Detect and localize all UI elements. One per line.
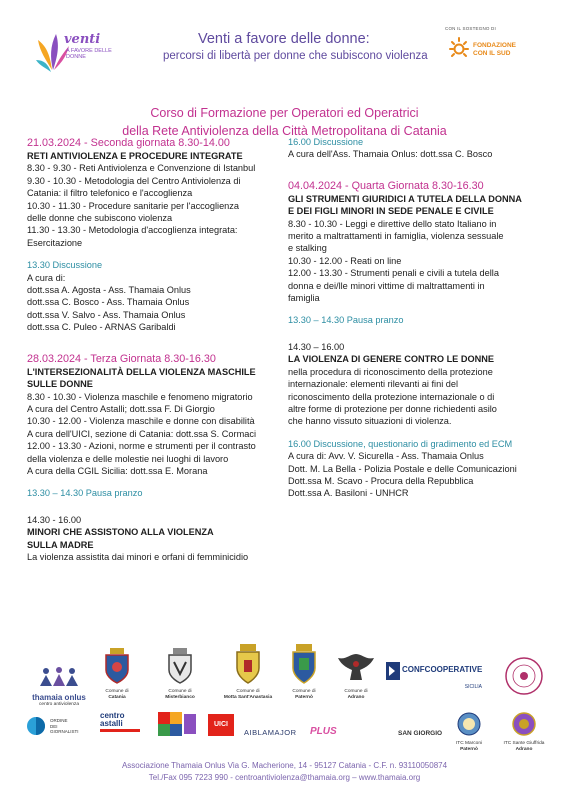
caption-name: Paternò (460, 746, 478, 752)
itc-marconi-logo (444, 712, 494, 752)
caption-line: astalli (100, 719, 123, 728)
fcs-with-label: CON IL SOSTEGNO DI (445, 26, 496, 31)
curator-line: dott.ssa V. Salvo - Ass. Thamaia Onlus (27, 309, 186, 320)
centro-astalli-logo (100, 712, 146, 732)
caption-line: Comune di (344, 689, 368, 694)
caption-line: Comune di (105, 689, 129, 694)
schedule-line: Esercitazione (27, 237, 83, 248)
day2-title-2: SULLE DONNE (27, 379, 93, 390)
astalli-name (100, 712, 146, 728)
confcooperative-logo (386, 662, 486, 690)
uici-mark: UICI (208, 714, 234, 736)
day3-final-discussion: 16.00 Discussione, questionario di gradimento ed ECM (288, 438, 513, 449)
schedule-line: 8.30 - 10.30 - Leggi e direttive dello stato Italiano in (288, 218, 497, 229)
schedule-line: della violenza e delle molestie nei luoghi di lavoro (27, 453, 229, 464)
sun-icon (447, 36, 471, 60)
day2-afternoon-title-1: MINORI CHE ASSISTONO ALLA VIOLENZA (27, 527, 214, 538)
caption-line: GIORNALISTI (50, 729, 79, 734)
ordine-caption (50, 718, 79, 735)
itc-giuffrida-logo (496, 712, 552, 752)
day1-curators (27, 272, 283, 334)
itc-giuffrida-seal-icon (512, 712, 536, 736)
schedule-line: e stalking (288, 243, 327, 254)
page-subtitle: percorsi di libertà per donne che subiscono violenza (163, 50, 428, 62)
caption-name: Adrano (515, 746, 533, 752)
round-seal-icon (504, 656, 544, 696)
day1-schedule (27, 162, 283, 249)
venti-brand-sub: A FAVORE DELLE DONNE (66, 48, 112, 60)
caption-line: Comune di (236, 689, 260, 694)
fcs-name-2: CON IL SUD (473, 50, 511, 57)
thamaia-name: thamaia onlus (32, 693, 86, 702)
schedule-line: merito a maltrattamenti in famiglia, violenza sessuale (288, 231, 504, 242)
day3-curators (288, 450, 550, 500)
schedule-line: A cura del Centro Astalli; dott.ssa F. Di Giorgio (27, 403, 215, 414)
confcoop-name: CONFCOOPERATIVE (402, 665, 483, 674)
day1-discussion: 13.30 Discussione (27, 260, 103, 271)
header (0, 0, 569, 100)
itc-marconi-caption (444, 741, 494, 752)
footer-contacts: Tel./Fax 095 7223 990 - centroantiviolenza@thamaia.org – www.thamaia.org (148, 773, 421, 782)
right-column (288, 136, 550, 500)
caption-line: centro (100, 711, 125, 720)
curator-line: A cura di: (27, 272, 66, 283)
motta-crest (220, 644, 276, 700)
adrano-eagle-icon (336, 650, 376, 684)
misterbianco-crest (160, 648, 200, 700)
schedule-line: 9.30 - 10.30 - Metodologia del Centro Antiviolenza di (27, 175, 241, 186)
footer (0, 760, 569, 784)
misterbianco-shield-icon (167, 648, 193, 684)
catania-caption (100, 689, 134, 700)
day3-afternoon-title: LA VIOLENZA DI GENERE CONTRO LE DONNE (288, 354, 495, 365)
fcs-name (473, 42, 516, 58)
schedule-line: donna e dei/lle minori vittime di maltrattamenti in (288, 280, 485, 291)
caption-name: Catania (108, 694, 126, 700)
san-giorgio-logo: SAN GIORGIO (398, 730, 443, 737)
schedule-line: A cura della CGIL Sicilia: dott.ssa E. Morana (27, 465, 208, 476)
uici-logo (208, 714, 238, 736)
paterno-shield-icon (291, 644, 317, 684)
motta-shield-icon (235, 644, 261, 684)
caption-name: Paternò (295, 694, 313, 700)
thamaia-sub: centro antiviolenza (39, 702, 79, 707)
text-line: nella procedura di riconoscimento della protezione (288, 366, 493, 377)
ordine-circle-icon (26, 716, 46, 736)
adrano-caption (332, 689, 380, 700)
day3-afternoon-text (288, 366, 550, 428)
curator-line: dott.ssa A. Agosta - Ass. Thamaia Onlus (27, 285, 191, 296)
course-title (0, 104, 569, 140)
venti-brand: venti (64, 32, 101, 47)
day3-lunch-break: 13.30 – 14.30 Pausa pranzo (288, 315, 404, 326)
day2-afternoon-title-2: SULLA MADRE (27, 539, 94, 550)
curator-line: Dott. M. La Bella - Polizia Postale e delle Comunicazioni (288, 463, 517, 474)
caption-line: Comune di (168, 689, 192, 694)
adrano-crest (332, 650, 380, 700)
puzzle-icon (158, 712, 198, 738)
day2-final-curator: A cura dell'Ass. Thamaia Onlus: dott.ssa C. Bosco (288, 149, 493, 160)
text-line: internazionale: elementi rilevanti ai fini del (288, 379, 459, 390)
day2-heading: 28.03.2024 - Terza Giornata 8.30-16.30 (27, 352, 216, 365)
course-title-line-1: Corso di Formazione per Operatori ed Operatrici (150, 106, 419, 120)
misterbianco-caption (160, 689, 200, 700)
caption-name: Adrano (347, 694, 365, 700)
fondazione-con-il-sud-logo (445, 26, 545, 76)
caption-line: ITC Sante Giuffrida (503, 741, 545, 746)
caption-line: Comune di (292, 689, 316, 694)
motta-caption (220, 689, 276, 700)
venti-logo (36, 30, 118, 80)
day3-afternoon-time: 14.30 – 16.00 (288, 341, 345, 352)
day3-heading: 04.04.2024 - Quarta Giornata 8.30-16.30 (288, 179, 484, 192)
schedule-line: 12.00 - 13.30 - Strumenti penali e civili a tutela della (288, 268, 499, 279)
thamaia-logo (26, 666, 92, 708)
day2-final-discussion: 16.00 Discussione (288, 137, 364, 147)
confcooperative-mark (386, 662, 486, 684)
schedule-line: 8.30 - 9.30 - Reti Antiviolenza e Convenzione di Istanbul (27, 163, 256, 174)
day3-title-2: E DEI FIGLI MINORI IN SEDE PENALE E CIVILE (288, 206, 494, 217)
schedule-line: 10.30 - 11.30 - Procedure sanitarie per l'accoglienza (27, 200, 239, 211)
schedule-line: 11.30 - 13.30 - Metodologia d'accoglienza integrata: (27, 225, 238, 236)
curator-line: A cura di: Avv. V. Sicurella - Ass. Thamaia Onlus (288, 451, 484, 462)
caption-line: ORDINE (50, 718, 68, 723)
schedule-line: famiglia (288, 293, 320, 304)
thamaia-figures-icon (34, 666, 84, 688)
itc-giuffrida-caption (496, 741, 552, 752)
curator-line: dott.ssa C. Puleo - ARNAS Garibaldi (27, 322, 176, 333)
curator-line: Dott.ssa A. Basiloni - UNHCR (288, 488, 409, 499)
seal-logo (500, 656, 548, 701)
course-title-line-2: della Rete Antiviolenza della Città Metropolitana di Catania (122, 124, 447, 138)
paterno-crest (286, 644, 322, 700)
schedule-line: A cura dell'UICI, sezione di Catania: dott.ssa S. Cormaci (27, 428, 256, 439)
caption-name: Misterbianco (165, 694, 195, 700)
footer-address: Associazione Thamaia Onlus Via G. Macherione, 14 - 95127 Catania - C.F. n. 93110050874 (121, 761, 448, 770)
confcoop-arrow-icon (386, 662, 400, 680)
day2-afternoon-time: 14.30 - 16.00 (27, 514, 82, 525)
schedule-line: 8.30 - 10.30 - Violenza maschile e fenomeno migratorio (27, 391, 253, 402)
page-title: Venti a favore delle donne: (198, 31, 370, 47)
schedule-line: Catania: il filtro telefonico e l'accoglienza (27, 188, 193, 199)
catania-shield-icon (104, 648, 130, 684)
schedule-line: 12.00 - 13.30 - Azioni, norme e strumenti per il contrasto (27, 441, 256, 452)
day1-title: RETI ANTIVIOLENZA E PROCEDURE INTEGRATE (27, 151, 243, 161)
itc-marconi-seal-icon (457, 712, 481, 736)
day3-title-1: GLI STRUMENTI GIURIDICI A TUTELA DELLA DONNA (288, 193, 522, 204)
caption-line: ITC Marconi (455, 741, 483, 746)
day2-lunch-break: 13.30 – 14.30 Pausa pranzo (27, 488, 143, 499)
partner-logos (0, 636, 569, 756)
caption-line: DEI (50, 723, 58, 729)
text-line: altre forme di protezione per donne richiedenti asilo (288, 403, 497, 414)
text-line: che hanno vissuto situazioni di violenza. (288, 416, 452, 427)
aiblamajor-logo: AIBLAMAJOR (244, 728, 297, 737)
day2-afternoon-text: La violenza assistita dai minori e orfani di femminicidio (27, 551, 249, 562)
day1-heading: 21.03.2024 - Seconda giornata 8.30-14.00 (27, 137, 230, 149)
text-line: riconoscimento della protezione internazionale o di (288, 391, 495, 402)
day2-schedule (27, 391, 283, 478)
curator-line: dott.ssa C. Bosco - Ass. Thamaia Onlus (27, 297, 190, 308)
fcs-name-1: FONDAZIONE (473, 42, 516, 49)
plus-logo: PLUS (310, 726, 337, 737)
day2-title-1: L'INTERSEZIONALITÀ DELLA VIOLENZA MASCHILE (27, 366, 256, 377)
catania-crest (100, 648, 134, 700)
schedule-line: 10.30 - 12.00 - Reati on line (288, 255, 402, 266)
schedule-line: delle donne che subiscono violenza (27, 213, 173, 224)
curator-line: Dott.ssa M. Scavo - Procura della Repubblica (288, 475, 474, 486)
confcoop-sub: SICILIA (464, 684, 482, 690)
day3-schedule (288, 218, 550, 305)
left-column (27, 136, 283, 563)
puzzle-logo (156, 712, 200, 743)
schedule-line: 10.30 - 12.00 - Violenza maschile e donne con disabilità (27, 416, 255, 427)
caption-name: Motta Sant'Anastasia (223, 694, 273, 700)
paterno-caption (286, 689, 322, 700)
